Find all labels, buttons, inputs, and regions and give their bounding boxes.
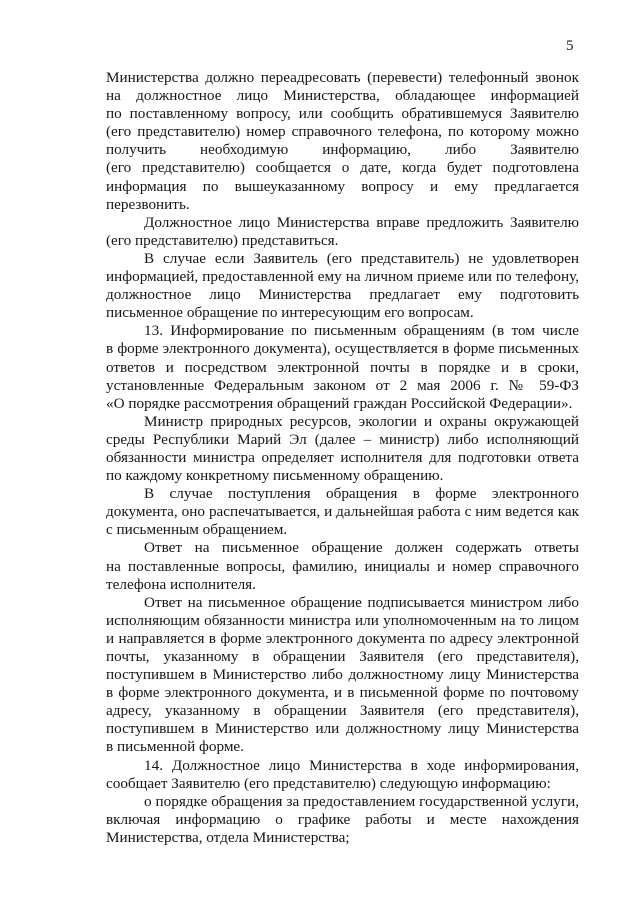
paragraph-4-line-1: среды Республики Марий Эл (далее – министр) либо исполняющий <box>106 430 579 448</box>
paragraph-3-line-4: «О порядке рассмотрения обращений граждан Российской Федерации». <box>106 394 573 412</box>
paragraph-0-line-7: перезвонить. <box>106 195 190 213</box>
paragraph-7-line-2: и направляется в форме электронного документа по адресу электронной <box>106 629 579 647</box>
paragraph-1-line-0: Должностное лицо Министерства вправе предложить Заявителю <box>144 213 579 231</box>
paragraph-2-line-2: должностное лицо Министерства предлагает ему подготовить <box>106 286 579 304</box>
paragraph-3-line-0: 13. Информирование по письменным обращениям (в том числе <box>144 322 579 340</box>
paragraph-8-line-1: сообщает Заявителю (его представителю) следующую информацию: <box>106 774 551 792</box>
paragraph-5-line-1: документа, оно распечатывается, и дальнейшая работа с ним ведется как <box>106 503 579 521</box>
paragraph-6-line-0: Ответ на письменное обращение должен содержать ответы <box>144 539 579 557</box>
paragraph-6-line-1: на поставленные вопросы, фамилию, инициалы и номер справочного <box>106 557 579 575</box>
paragraph-7-line-7: поступившем в Министерство или должностному лицу Министерства <box>106 720 579 738</box>
paragraph-9-line-2: Министерства, отдела Министерства; <box>106 828 350 846</box>
paragraph-0-line-0: Министерства должно переадресовать (перевести) телефонный звонок <box>106 69 579 86</box>
paragraph-3-line-1: в форме электронного документа), осуществляется в форме письменных <box>106 340 579 358</box>
paragraph-7-line-5: в форме электронного документа, и в письменной форме по почтовому <box>106 684 579 702</box>
paragraph-7-line-4: поступившем в Министерство либо должностному лицу Министерства <box>106 666 579 684</box>
page-number: 5 <box>566 38 574 54</box>
paragraph-0-line-6: информация по вышеуказанному вопросу и ему предлагается <box>106 177 579 195</box>
paragraph-7-line-0: Ответ на письменное обращение подписывается министром либо <box>144 593 579 611</box>
paragraph-4-line-3: по каждому конкретному письменному обращению. <box>106 467 444 485</box>
paragraph-9-line-1: включая информацию о графике работы и месте нахождения <box>106 810 579 828</box>
paragraph-4-line-2: обязанности министра определяет исполнителя для подготовки ответа <box>106 448 579 466</box>
paragraph-0-line-3: (его представителю) номер справочного телефона, по которому можно <box>106 123 579 141</box>
paragraph-9-line-0: о порядке обращения за предоставлением государственной услуги, <box>144 792 579 810</box>
paragraph-1-line-1: (его представителю) представиться. <box>106 231 339 249</box>
paragraph-7-line-1: исполняющим обязанности министра или уполномоченным на то лицом <box>106 611 579 629</box>
paragraph-0-line-5: (его представителю) сообщается о дате, когда будет подготовлена <box>106 159 579 177</box>
paragraph-7-line-6: адресу, указанному в обращении Заявителя (его представителя), <box>106 702 579 720</box>
paragraph-8-line-0: 14. Должностное лицо Министерства в ходе информирования, <box>144 756 579 774</box>
paragraph-7-line-8: в письменной форме. <box>106 738 244 756</box>
paragraph-5-line-2: с письменным обращением. <box>106 521 288 539</box>
paragraph-3-line-3: установленные Федеральным законом от 2 мая 2006 г. № 59-ФЗ <box>106 376 579 394</box>
paragraph-5-line-0: В случае поступления обращения в форме электронного <box>144 485 579 503</box>
paragraph-2-line-0: В случае если Заявитель (его представитель) не удовлетворен <box>144 249 579 267</box>
paragraph-0-line-4: получить необходимую информацию, либо Заявителю <box>106 141 579 159</box>
paragraph-2-line-1: информацией, предоставленной ему на личном приеме или по телефону, <box>106 268 579 286</box>
paragraph-3-line-2: ответов и посредством электронной почты в порядке и в сроки, <box>106 358 579 376</box>
paragraph-2-line-3: письменное обращение по интересующим его вопросам. <box>106 304 474 322</box>
paragraph-4-line-0: Министр природных ресурсов, экологии и охраны окружающей <box>144 412 579 430</box>
paragraph-0-line-1: на должностное лицо Министерства, обладающее информацией <box>106 87 579 105</box>
paragraph-0-line-2: по поставленному вопросу, или сообщить обратившемуся Заявителю <box>106 105 579 123</box>
paragraph-7-line-3: почты, указанному в обращении Заявителя (его представителя), <box>106 648 579 665</box>
document-body <box>106 69 579 847</box>
paragraph-6-line-2: телефона исполнителя. <box>106 575 256 593</box>
